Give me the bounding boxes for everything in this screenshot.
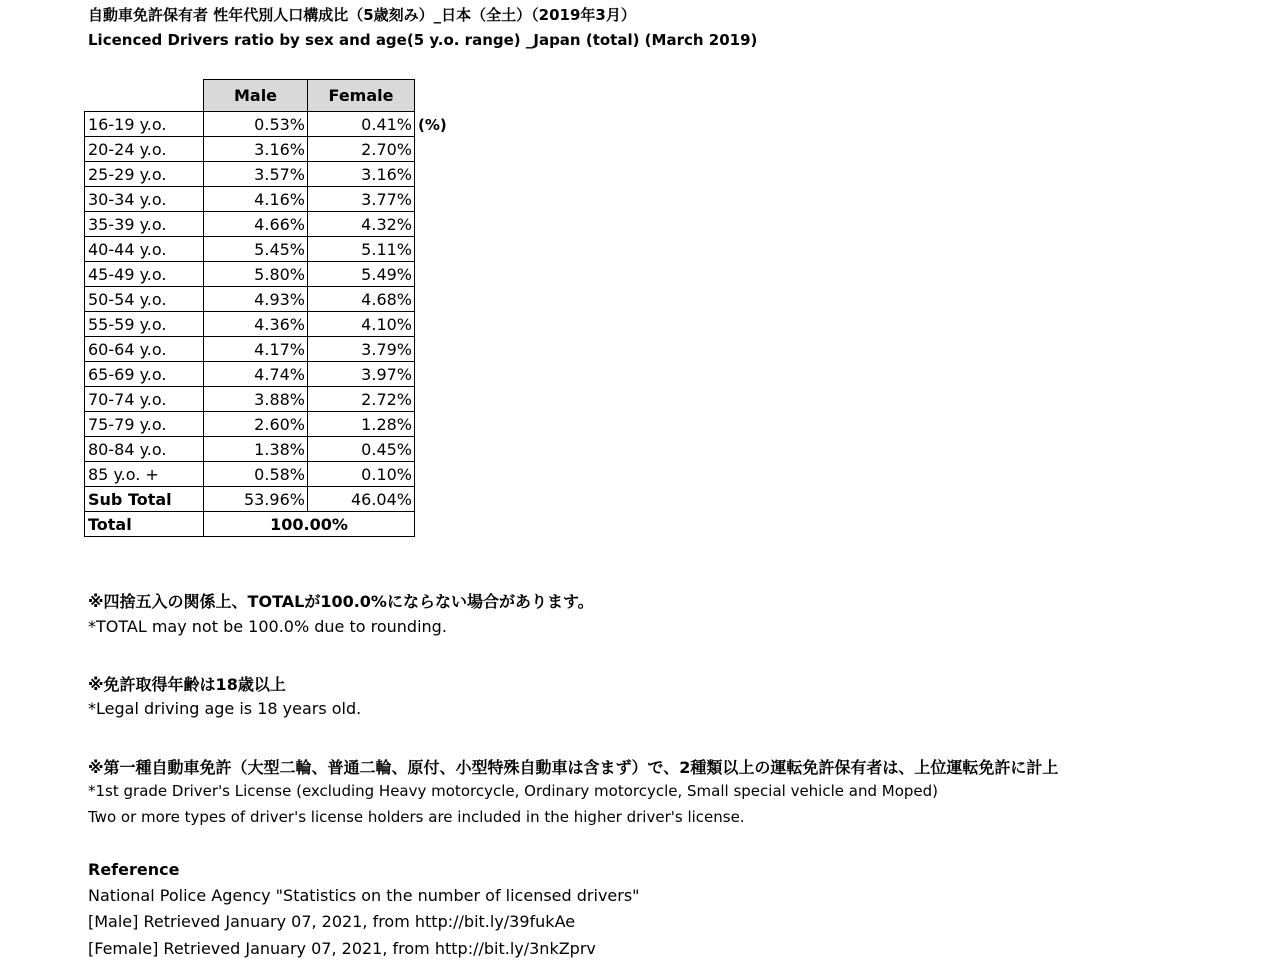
header-blank-cell: [85, 80, 204, 112]
row-female-value: 1.28%: [308, 412, 415, 437]
reference-heading: Reference: [88, 860, 180, 879]
table-header-row: [85, 80, 415, 112]
subtotal-row: [85, 487, 415, 512]
row-female-value: 0.45%: [308, 437, 415, 462]
title-japanese: 自動車免許保有者 性年代別人口構成比（5歳刻み）_日本（全土）（2019年3月）: [88, 6, 636, 24]
row-female-value: 3.97%: [308, 362, 415, 387]
row-male-value: 0.53%: [204, 112, 308, 137]
row-male-value: 3.88%: [204, 387, 308, 412]
header-female: Female: [308, 80, 415, 112]
row-age-label: 70-74 y.o.: [85, 387, 204, 412]
row-female-value: 4.68%: [308, 287, 415, 312]
unit-label: (%): [418, 116, 447, 134]
note-grade-en-1: *1st grade Driver's License (excluding Heavy motorcycle, Ordinary motorcycle, Small special vehicle and Moped): [88, 782, 938, 800]
subtotal-female: 46.04%: [308, 487, 415, 512]
row-male-value: 4.66%: [204, 212, 308, 237]
total-row: [85, 512, 415, 537]
table-row: [85, 462, 415, 487]
table-row: [85, 137, 415, 162]
row-female-value: 2.72%: [308, 387, 415, 412]
row-age-label: 60-64 y.o.: [85, 337, 204, 362]
row-male-value: 3.57%: [204, 162, 308, 187]
row-female-value: 3.16%: [308, 162, 415, 187]
row-male-value: 4.74%: [204, 362, 308, 387]
table-row: [85, 212, 415, 237]
row-age-label: 55-59 y.o.: [85, 312, 204, 337]
drivers-ratio-table: [84, 79, 415, 537]
row-age-label: 75-79 y.o.: [85, 412, 204, 437]
row-age-label: 30-34 y.o.: [85, 187, 204, 212]
row-age-label: 80-84 y.o.: [85, 437, 204, 462]
row-female-value: 5.49%: [308, 262, 415, 287]
table-body: [85, 112, 415, 487]
table-row: [85, 187, 415, 212]
row-age-label: 50-54 y.o.: [85, 287, 204, 312]
table-row: [85, 162, 415, 187]
table-row: [85, 362, 415, 387]
note-rounding-en: *TOTAL may not be 100.0% due to rounding.: [88, 617, 447, 636]
table-row: [85, 337, 415, 362]
total-value: 100.00%: [204, 512, 415, 537]
row-female-value: 2.70%: [308, 137, 415, 162]
table-row: [85, 112, 415, 137]
table-row: [85, 412, 415, 437]
row-age-label: 85 y.o. +: [85, 462, 204, 487]
table-row: [85, 287, 415, 312]
row-male-value: 5.80%: [204, 262, 308, 287]
reference-source: National Police Agency "Statistics on the number of licensed drivers": [88, 886, 640, 905]
note-age-en: *Legal driving age is 18 years old.: [88, 699, 362, 718]
row-male-value: 2.60%: [204, 412, 308, 437]
subtotal-label: Sub Total: [85, 487, 204, 512]
row-age-label: 45-49 y.o.: [85, 262, 204, 287]
note-grade-en-2: Two or more types of driver's license holders are included in the higher driver's license.: [88, 808, 745, 826]
row-age-label: 25-29 y.o.: [85, 162, 204, 187]
row-female-value: 3.79%: [308, 337, 415, 362]
row-male-value: 4.93%: [204, 287, 308, 312]
row-age-label: 35-39 y.o.: [85, 212, 204, 237]
row-male-value: 4.16%: [204, 187, 308, 212]
row-male-value: 0.58%: [204, 462, 308, 487]
reference-female-link: [Female] Retrieved January 07, 2021, from http://bit.ly/3nkZprv: [88, 939, 596, 958]
table-row: [85, 437, 415, 462]
reference-male-link: [Male] Retrieved January 07, 2021, from http://bit.ly/39fukAe: [88, 912, 576, 931]
total-label: Total: [85, 512, 204, 537]
row-female-value: 0.41%: [308, 112, 415, 137]
title-english: Licenced Drivers ratio by sex and age(5 y.o. range) _Japan (total) (March 2019): [88, 31, 758, 49]
note-grade-ja: ※第一種自動車免許（大型二輪、普通二輪、原付、小型特殊自動車は含まず）で、2種類以上の運転免許保有者は、上位運転免許に計上: [88, 758, 1059, 777]
table-row: [85, 312, 415, 337]
note-age-ja: ※免許取得年齢は18歳以上: [88, 675, 286, 694]
row-male-value: 4.36%: [204, 312, 308, 337]
row-female-value: 4.10%: [308, 312, 415, 337]
table-row: [85, 387, 415, 412]
subtotal-male: 53.96%: [204, 487, 308, 512]
row-male-value: 4.17%: [204, 337, 308, 362]
header-male: Male: [204, 80, 308, 112]
row-male-value: 1.38%: [204, 437, 308, 462]
row-female-value: 3.77%: [308, 187, 415, 212]
row-age-label: 40-44 y.o.: [85, 237, 204, 262]
table-row: [85, 262, 415, 287]
row-female-value: 0.10%: [308, 462, 415, 487]
row-age-label: 20-24 y.o.: [85, 137, 204, 162]
row-female-value: 5.11%: [308, 237, 415, 262]
table-row: [85, 237, 415, 262]
row-male-value: 3.16%: [204, 137, 308, 162]
row-female-value: 4.32%: [308, 212, 415, 237]
row-age-label: 16-19 y.o.: [85, 112, 204, 137]
row-male-value: 5.45%: [204, 237, 308, 262]
note-rounding-ja: ※四捨五入の関係上、TOTALが100.0%にならない場合があります。: [88, 592, 594, 611]
row-age-label: 65-69 y.o.: [85, 362, 204, 387]
